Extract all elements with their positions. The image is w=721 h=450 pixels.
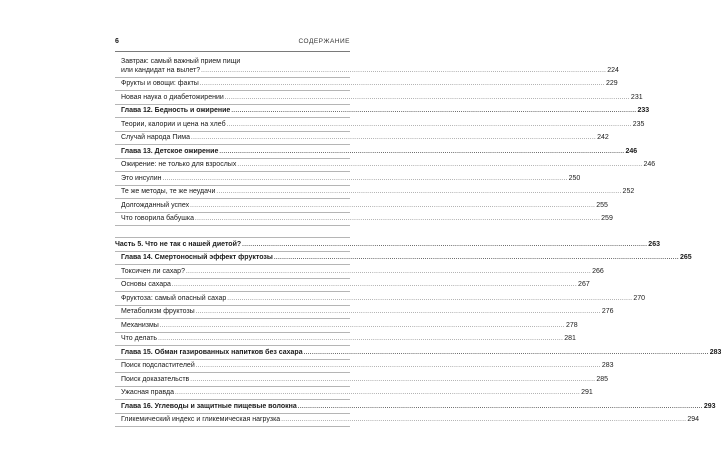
toc-entry-title: Глава 16. Углеводы и защитные пищевые волокна xyxy=(121,402,297,410)
toc-chapter-entry xyxy=(115,105,650,119)
toc-entry-page: 229 xyxy=(605,80,618,87)
leader-dots xyxy=(242,241,647,250)
toc-entry xyxy=(115,186,635,200)
toc-entry-title: Ужасная правда xyxy=(121,389,174,396)
toc-entry-title: Случай народа Пима xyxy=(121,134,190,141)
leader-dots xyxy=(216,188,621,197)
toc-entry-page: 246 xyxy=(643,161,656,168)
toc-entry xyxy=(115,319,578,333)
toc-entry-page: 278 xyxy=(565,321,578,329)
leader-dots xyxy=(304,349,709,358)
table-of-contents xyxy=(115,55,721,427)
toc-entry-title: Это инсулин xyxy=(121,174,162,182)
header-rule xyxy=(115,51,350,52)
leader-dots xyxy=(175,389,580,398)
toc-entry-page: 252 xyxy=(622,188,635,195)
toc-entry-page: 283 xyxy=(601,362,614,369)
leader-dots xyxy=(190,376,595,385)
toc-entry xyxy=(115,387,593,401)
toc-entry xyxy=(115,159,656,173)
toc-chapter-entry xyxy=(115,252,692,266)
leader-dots xyxy=(172,281,577,290)
toc-entry-title: Глава 13. Детское ожирение xyxy=(121,147,219,155)
toc-entry-page: 291 xyxy=(581,389,593,396)
toc-entry-title: Механизмы xyxy=(121,321,159,329)
leader-dots xyxy=(201,67,606,76)
leader-dots xyxy=(219,148,624,157)
toc-entry xyxy=(115,132,609,146)
toc-entry-page: 276 xyxy=(601,308,614,315)
toc-entry-title: Долгожданный успех xyxy=(121,201,190,209)
leader-dots xyxy=(162,175,567,184)
toc-entry-page: 281 xyxy=(564,335,576,342)
toc-entry xyxy=(115,78,618,92)
leader-dots xyxy=(160,322,565,331)
toc-entry-title: Глава 14. Смертоносный эффект фруктозы xyxy=(121,254,273,261)
toc-entry xyxy=(115,172,581,186)
toc-entry xyxy=(115,265,604,279)
toc-entry xyxy=(115,333,576,347)
toc-entry-page: 242 xyxy=(597,134,609,141)
leader-dots xyxy=(200,80,605,89)
leader-dots xyxy=(190,202,595,211)
toc-entry-page: 293 xyxy=(703,402,716,410)
page-header xyxy=(115,38,350,50)
running-head: СОДЕРЖАНИЕ xyxy=(298,38,350,45)
toc-entry xyxy=(115,55,619,78)
toc-entry-page: 259 xyxy=(601,215,613,222)
toc-entry-page: 224 xyxy=(607,66,619,74)
leader-dots xyxy=(225,94,630,103)
leader-dots xyxy=(191,134,596,143)
toc-entry-page: 231 xyxy=(630,93,643,101)
toc-entry-title: Поиск доказательств xyxy=(121,375,190,383)
toc-entry xyxy=(115,199,608,213)
toc-entry xyxy=(115,292,646,306)
toc-entry-title: Поиск подсластителей xyxy=(121,362,195,369)
leader-dots xyxy=(298,403,703,412)
toc-entry-page: 283 xyxy=(709,348,721,356)
toc-entry-page: 255 xyxy=(596,201,608,209)
toc-entry xyxy=(115,213,613,227)
toc-entry-title: Метаболизм фруктозы xyxy=(121,308,195,315)
toc-entry-title: Глава 12. Бедность и ожирение xyxy=(121,107,231,114)
leader-dots xyxy=(274,254,679,263)
leader-dots xyxy=(196,362,601,371)
toc-entry-title: Что говорила бабушка xyxy=(121,215,195,222)
toc-entry-page: 285 xyxy=(596,375,609,383)
leader-dots xyxy=(158,335,563,344)
toc-entry-page: 266 xyxy=(592,267,604,275)
toc-entry-title: Глава 15. Обман газированных напитков без сахара xyxy=(121,348,303,356)
toc-entry xyxy=(115,118,645,132)
toc-entry-title: Ожирение: не только для взрослых xyxy=(121,161,237,168)
toc-entry-page: 263 xyxy=(648,240,660,248)
toc-entry-page: 233 xyxy=(637,107,650,114)
toc-chapter-entry xyxy=(115,400,716,414)
toc-entry xyxy=(115,91,643,105)
toc-entry xyxy=(115,373,609,387)
leader-dots xyxy=(186,268,591,277)
toc-entry xyxy=(115,279,590,293)
toc-entry-page: 294 xyxy=(687,416,700,423)
leader-dots xyxy=(231,107,636,116)
toc-entry-page: 246 xyxy=(625,147,638,155)
toc-entry-title: Основы сахара xyxy=(121,281,171,288)
toc-chapter-entry xyxy=(115,346,721,360)
toc-entry-title-line1: Завтрак: самый важный прием пищи xyxy=(121,57,241,65)
toc-entry-title: Гликемический индекс и гликемическая нагрузка xyxy=(121,416,281,423)
leader-dots xyxy=(227,121,632,130)
toc-entry-page: 235 xyxy=(632,120,645,128)
toc-entry-title: Что делать xyxy=(121,335,158,342)
toc-entry-title: Теории, калории и цена на хлеб xyxy=(121,120,226,128)
toc-entry-page: 267 xyxy=(578,281,590,288)
toc-entry-page: 265 xyxy=(679,254,692,261)
toc-entry-page: 270 xyxy=(633,294,646,302)
toc-entry xyxy=(115,306,614,320)
toc-entry-title: Часть 5. Что не так с нашей диетой? xyxy=(115,240,242,248)
toc-chapter-entry xyxy=(115,145,638,159)
toc-entry-title: Фруктоза: самый опасный сахар xyxy=(121,294,227,302)
leader-dots xyxy=(237,161,642,170)
toc-part-entry xyxy=(115,238,660,252)
leader-dots xyxy=(281,416,686,425)
leader-dots xyxy=(195,215,600,224)
toc-entry-title: или кандидат на вылет? xyxy=(121,66,201,74)
section-gap xyxy=(115,226,350,238)
leader-dots xyxy=(196,308,601,317)
toc-entry xyxy=(115,414,700,428)
toc-entry xyxy=(115,360,614,374)
page-number: 6 xyxy=(115,38,119,45)
leader-dots xyxy=(227,295,632,304)
toc-entry-title: Токсичен ли сахар? xyxy=(121,267,185,275)
toc-entry-title: Фрукты и овощи: факты xyxy=(121,80,199,87)
toc-entry-page: 250 xyxy=(568,174,581,182)
toc-entry-title: Новая наука о диабетожирении xyxy=(121,93,224,101)
toc-entry-title: Те же методы, те же неудачи xyxy=(121,188,216,195)
